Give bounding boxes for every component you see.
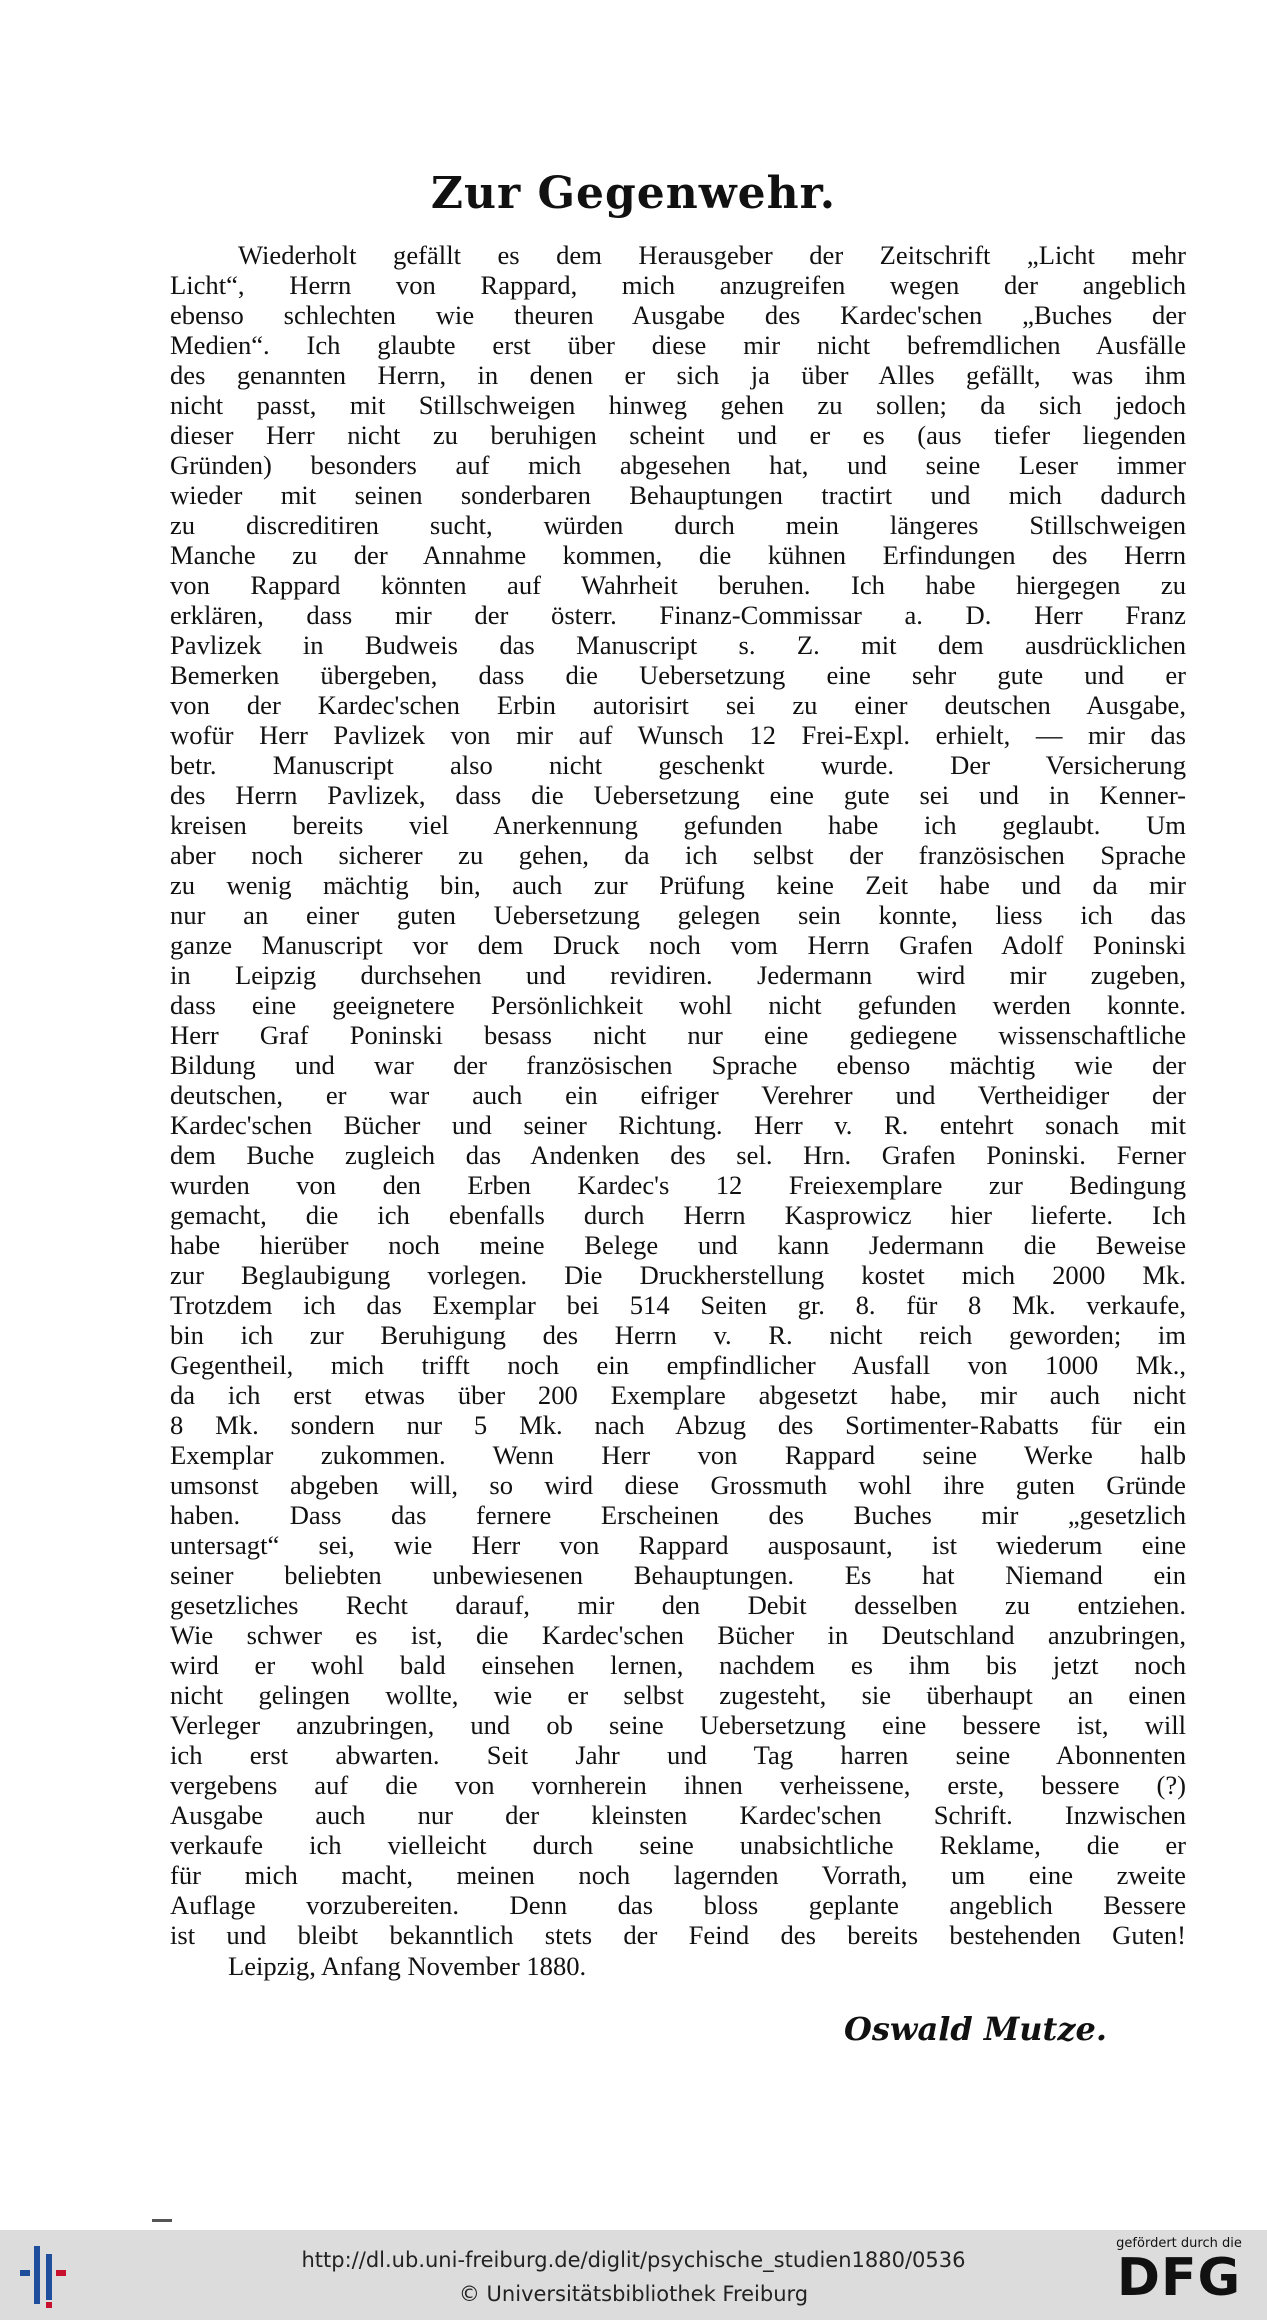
text-line: nur an einer guten Uebersetzung gelegen sein konnte, liess ich das <box>170 900 1186 930</box>
text-line: Auflage vorzubereiten. Denn das bloss geplante angeblich Bessere <box>170 1890 1186 1920</box>
text-line: von der Kardec'schen Erbin autorisirt sei zu einer deutschen Ausgabe, <box>170 690 1186 720</box>
signature: Oswald Mutze. <box>844 2010 1107 2048</box>
text-line: vergebens auf die von vornherein ihnen verheissene, erste, bessere (?) <box>170 1770 1186 1800</box>
text-line: Trotzdem ich das Exemplar bei 514 Seiten gr. 8. für 8 Mk. verkaufe, <box>170 1290 1186 1320</box>
text-line: ich erst abwarten. Seit Jahr und Tag harren seine Abonnenten <box>170 1740 1186 1770</box>
text-line: Bemerken übergeben, dass die Uebersetzung eine sehr gute und er <box>170 660 1186 690</box>
text-line: umsonst abgeben will, so wird diese Grossmuth wohl ihre guten Gründe <box>170 1470 1186 1500</box>
text-line: da ich erst etwas über 200 Exemplare abgesetzt habe, mir auch nicht <box>170 1380 1186 1410</box>
text-line: bin ich zur Beruhigung des Herrn v. R. nicht reich geworden; im <box>170 1320 1186 1350</box>
text-line: von Rappard könnten auf Wahrheit beruhen. Ich habe hiergegen zu <box>170 570 1186 600</box>
text-line: kreisen bereits viel Anerkennung gefunden habe ich geglaubt. Um <box>170 810 1186 840</box>
text-line: Kardec'schen Bücher und seiner Richtung. Herr v. R. entehrt sonach mit <box>170 1110 1186 1140</box>
source-url-link[interactable]: http://dl.ub.uni-freiburg.de/diglit/psychische_studien1880/0536 <box>301 2248 966 2272</box>
text-line: habe hierüber noch meine Belege und kann Jedermann die Beweise <box>170 1230 1186 1260</box>
text-line: ebenso schlechten wie theuren Ausgabe des Kardec'schen „Buches der <box>170 300 1186 330</box>
dfg-note: gefördert durch die <box>1116 2236 1242 2251</box>
text-line: Medien“. Ich glaubte erst über diese mir nicht befremdlichen Ausfälle <box>170 330 1186 360</box>
text-line: 8 Mk. sondern nur 5 Mk. nach Abzug des Sortimenter-Rabatts für ein <box>170 1410 1186 1440</box>
text-line: Gründen) besonders auf mich abgesehen hat, und seine Leser immer <box>170 450 1186 480</box>
text-line: Licht“, Herrn von Rappard, mich anzugreifen wegen der angeblich <box>170 270 1186 300</box>
text-line: betr. Manuscript also nicht geschenkt wurde. Der Versicherung <box>170 750 1186 780</box>
text-line: wurden von den Erben Kardec's 12 Freiexemplare zur Bedingung <box>170 1170 1186 1200</box>
text-line: dass eine geeignetere Persönlichkeit wohl nicht gefunden werden konnte. <box>170 990 1186 1020</box>
text-line: des Herrn Pavlizek, dass die Uebersetzung eine gute sei und in Kenner- <box>170 780 1186 810</box>
body-text <box>170 240 1186 1982</box>
text-line: dem Buche zugleich das Andenken des sel. Hrn. Grafen Poninski. Ferner <box>170 1140 1186 1170</box>
text-line: Pavlizek in Budweis das Manuscript s. Z. mit dem ausdrücklichen <box>170 630 1186 660</box>
text-line: dieser Herr nicht zu beruhigen scheint und er es (aus tiefer liegenden <box>170 420 1186 450</box>
dateline: Leipzig, Anfang November 1880. <box>228 1951 587 1981</box>
text-line: des genannten Herrn, in denen er sich ja über Alles gefällt, was ihm <box>170 360 1186 390</box>
text-line: Verleger anzubringen, und ob seine Uebersetzung eine bessere ist, will <box>170 1710 1186 1740</box>
document-title: Zur Gegenwehr. <box>430 168 837 219</box>
copyright-text: © Universitätsbibliothek Freiburg <box>458 2282 809 2306</box>
text-line: gemacht, die ich ebenfalls durch Herrn Kasprowicz hier lieferte. Ich <box>170 1200 1186 1230</box>
text-line: Exemplar zukommen. Wenn Herr von Rappard seine Werke halb <box>170 1440 1186 1470</box>
text-line: zu wenig mächtig bin, auch zur Prüfung keine Zeit habe und da mir <box>170 870 1186 900</box>
text-line: Bildung und war der französischen Sprache ebenso mächtig wie der <box>170 1050 1186 1080</box>
text-line: zur Beglaubigung vorlegen. Die Druckherstellung kostet mich 2000 Mk. <box>170 1260 1186 1290</box>
text-line: Herr Graf Poninski besass nicht nur eine gediegene wissenschaftliche <box>170 1020 1186 1050</box>
stray-mark <box>152 2219 172 2222</box>
text-line: verkaufe ich vielleicht durch seine unabsichtliche Reklame, die er <box>170 1830 1186 1860</box>
text-line: wird er wohl bald einsehen lernen, nachdem es ihm bis jetzt noch <box>170 1650 1186 1680</box>
text-line: Wie schwer es ist, die Kardec'schen Bücher in Deutschland anzubringen, <box>170 1620 1186 1650</box>
text-line: Manche zu der Annahme kommen, die kühnen Erfindungen des Herrn <box>170 540 1186 570</box>
text-line: deutschen, er war auch ein eifriger Verehrer und Vertheidiger der <box>170 1080 1186 1110</box>
text-line: nicht gelingen wollte, wie er selbst zugesteht, sie überhaupt an einen <box>170 1680 1186 1710</box>
text-line: gesetzliches Recht darauf, mir den Debit desselben zu entziehen. <box>170 1590 1186 1620</box>
dfg-logo <box>1109 2236 1249 2308</box>
text-line: seiner beliebten unbewiesenen Behauptungen. Es hat Niemand ein <box>170 1560 1186 1590</box>
text-line: aber noch sicherer zu gehen, da ich selbst der französischen Sprache <box>170 840 1186 870</box>
text-line: wofür Herr Pavlizek von mir auf Wunsch 12 Frei-Expl. erhielt, — mir das <box>170 720 1186 750</box>
text-line: Ausgabe auch nur der kleinsten Kardec'schen Schrift. Inzwischen <box>170 1800 1186 1830</box>
text-line: ist und bleibt bekanntlich stets der Feind des bereits bestehenden Guten! <box>170 1920 1186 1950</box>
text-line: wieder mit seinen sonderbaren Behauptungen tractirt und mich dadurch <box>170 480 1186 510</box>
text-line: erklären, dass mir der österr. Finanz-Commissar a. D. Herr Franz <box>170 600 1186 630</box>
text-line: Gegentheil, mich trifft noch ein empfindlicher Ausfall von 1000 Mk., <box>170 1350 1186 1380</box>
text-line: haben. Dass das fernere Erscheinen des Buches mir „gesetzlich <box>170 1500 1186 1530</box>
text-line: nicht passt, mit Stillschweigen hinweg gehen zu sollen; da sich jedoch <box>170 390 1186 420</box>
text-line: in Leipzig durchsehen und revidiren. Jedermann wird mir zugeben, <box>170 960 1186 990</box>
text-line: ganze Manuscript vor dem Druck noch vom Herrn Grafen Adolf Poninski <box>170 930 1186 960</box>
dfg-logo-text: DFG <box>1116 2248 1242 2308</box>
text-line: untersagt“ sei, wie Herr von Rappard ausposaunt, ist wiederum eine <box>170 1530 1186 1560</box>
text-line: Wiederholt gefällt es dem Herausgeber der Zeitschrift „Licht mehr <box>238 240 1186 270</box>
footer-bar <box>0 2230 1267 2320</box>
text-line: zu discreditiren sucht, würden durch mein längeres Stillschweigen <box>170 510 1186 540</box>
text-line: für mich macht, meinen noch lagernden Vorrath, um eine zweite <box>170 1860 1186 1890</box>
